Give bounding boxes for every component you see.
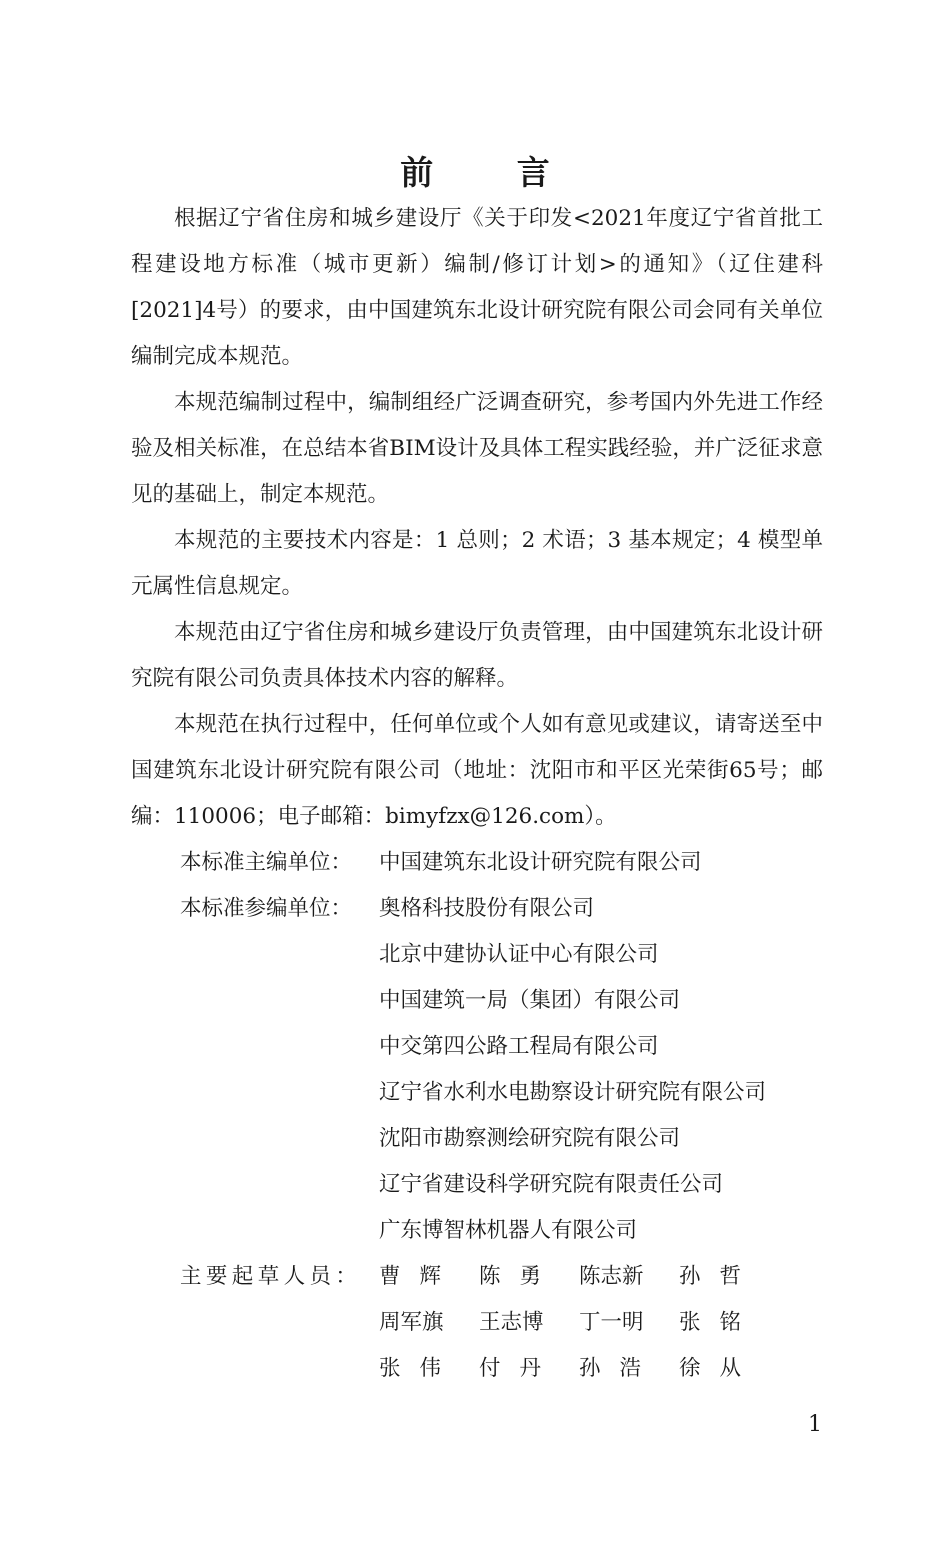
paragraph-process: 本规范编制过程中，编制组经广泛调查研究，参考国内外先进工作经验及相关标准，在总结本省BIM设计及具体工程实践经验，并广泛征求意见的基础上，制定本规范。 (131, 390, 823, 507)
units-section (131, 840, 823, 1392)
participating-unit-row (131, 1116, 823, 1162)
page-title: 前 言 (400, 153, 586, 192)
chief-unit-row (131, 840, 823, 886)
paragraph-basis: 根据辽宁省住房和城乡建设厅《关于印发<2021年度辽宁省首批工程建设地方标准（城市更新）编制/修订计划>的通知》（辽住建科[2021]4号）的要求，由中国建筑东北设计研究院有限公司会同有关单位编制完成本规范。 (131, 206, 823, 369)
drafters-row (131, 1300, 823, 1346)
drafter-name: 张伟 (379, 1356, 461, 1381)
participating-unit-row (131, 1070, 823, 1116)
drafter-name: 陈志新 (579, 1264, 644, 1289)
drafter-name: 张铭 (679, 1310, 761, 1335)
drafter-name: 付丹 (479, 1356, 561, 1381)
document-body (131, 196, 823, 1392)
drafter-name: 孙浩 (579, 1356, 661, 1381)
participating-unit-row (131, 886, 823, 932)
participating-unit: 奥格科技股份有限公司 (379, 896, 595, 921)
paragraph-management: 本规范由辽宁省住房和城乡建设厅负责管理，由中国建筑东北设计研究院有限公司负责具体技术内容的解释。 (131, 620, 823, 691)
drafter-name: 周军旗 (379, 1310, 444, 1335)
participating-unit-row (131, 932, 823, 978)
drafter-name: 王志博 (479, 1310, 544, 1335)
participating-unit: 辽宁省建设科学研究院有限责任公司 (379, 1172, 724, 1197)
drafter-name: 徐从 (679, 1356, 761, 1381)
drafter-name: 陈勇 (479, 1264, 561, 1289)
participating-unit: 中国建筑一局（集团）有限公司 (379, 988, 681, 1013)
paragraph-feedback: 本规范在执行过程中，任何单位或个人如有意见或建议，请寄送至中国建筑东北设计研究院有限公司（地址：沈阳市和平区光荣街65号；邮编：110006；电子邮箱：bimyfzx@126.com）。 (131, 712, 823, 829)
drafter-name: 曹辉 (379, 1264, 461, 1289)
drafter-name: 丁一明 (579, 1310, 644, 1335)
participating-unit: 中交第四公路工程局有限公司 (379, 1034, 659, 1059)
paragraph-content: 本规范的主要技术内容是：1 总则；2 术语；3 基本规定；4 模型单元属性信息规定。 (131, 528, 823, 599)
chief-unit-value: 中国建筑东北设计研究院有限公司 (379, 850, 702, 875)
page-number: 1 (808, 1412, 822, 1437)
participating-unit: 广东博智林机器人有限公司 (379, 1218, 638, 1243)
participating-unit: 北京中建协认证中心有限公司 (379, 942, 659, 967)
participating-unit-row (131, 1162, 823, 1208)
participating-unit-row (131, 978, 823, 1024)
participating-unit: 沈阳市勘察测绘研究院有限公司 (379, 1126, 681, 1151)
drafters-label: 主要起草人员： (180, 1264, 362, 1289)
drafters-row (131, 1346, 823, 1392)
chief-unit-label: 本标准主编单位： (180, 850, 353, 875)
participating-units-label: 本标准参编单位： (180, 896, 353, 921)
drafter-name: 孙哲 (679, 1264, 761, 1289)
participating-unit: 辽宁省水利水电勘察设计研究院有限公司 (379, 1080, 767, 1105)
drafters-row (131, 1254, 823, 1300)
participating-unit-row (131, 1208, 823, 1254)
participating-unit-row (131, 1024, 823, 1070)
